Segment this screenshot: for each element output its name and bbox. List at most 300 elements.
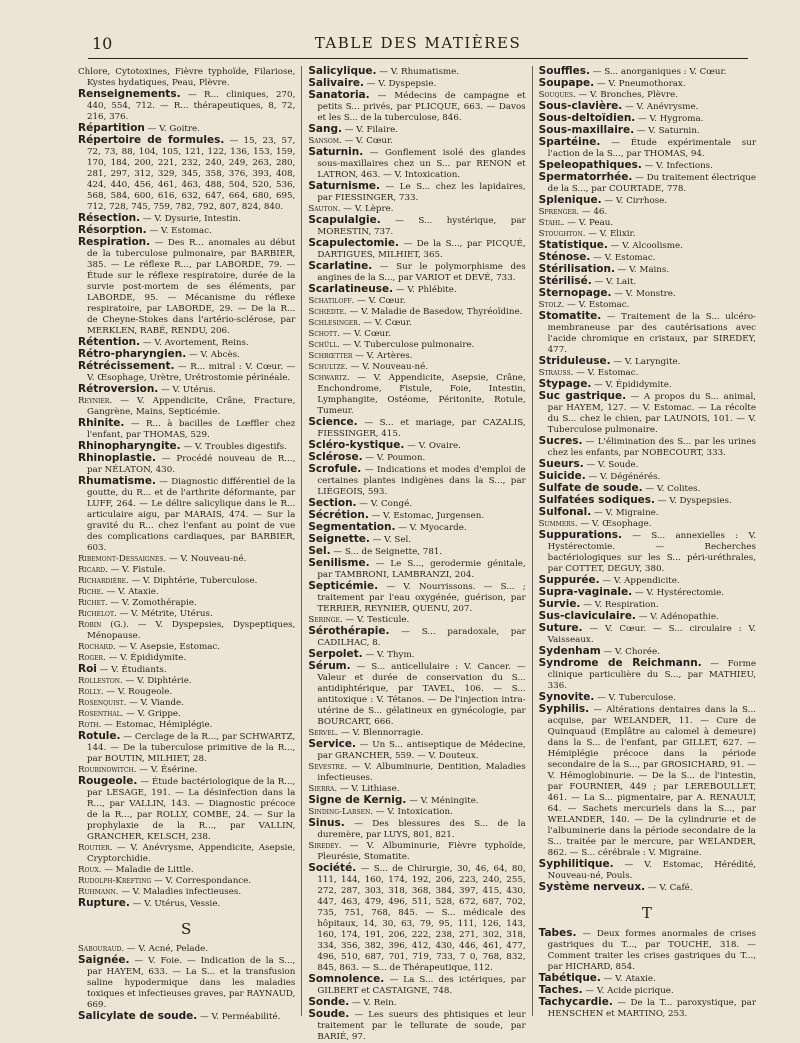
page-header	[88, 34, 748, 59]
index-entry	[78, 453, 295, 476]
entry-keyword: Roi	[78, 663, 97, 675]
entry-text: — Indications et modes d'emploi de certaines plantes indigènes dans la S..., par LIÉGEOIS, 593.	[317, 465, 526, 497]
entry-text: — V. Fistule.	[107, 565, 166, 575]
entry-text: — V. Elixir.	[585, 229, 636, 239]
index-columns	[72, 65, 762, 1042]
entry-author: Routier.	[78, 843, 113, 853]
entry-keyword: Suc gastrique.	[538, 390, 627, 402]
entry-text: — V. Méningite.	[406, 796, 479, 806]
entry-text: — De la S..., par PICQUÉ, DARTIGUES, MILHIET, 365.	[317, 239, 526, 260]
entry-keyword: Supra-vaginale.	[538, 586, 633, 598]
page-title: TABLE DES MATIÈRES	[314, 34, 522, 52]
index-column-2	[302, 65, 532, 1042]
entry-text: — V. Appendicite, Crâne, Fracture, Gangrène, Mains, Septicémie.	[87, 396, 296, 417]
entry-keyword: Septicémie.	[308, 580, 379, 592]
entry-text: — V. Hystérectomie.	[632, 588, 725, 598]
entry-text: — V. Maladie de Basedow, Thyréoïdine.	[346, 307, 523, 317]
entry-keyword: Rhinoplastie.	[78, 452, 157, 464]
entry-author: Rolly.	[78, 687, 104, 697]
entry-keyword: Sérum.	[308, 660, 351, 672]
entry-keyword: Résorption.	[78, 224, 147, 236]
entry-text: — L'élimination des S... par les urines chez les enfants, par NOBECOURT, 333.	[547, 437, 756, 458]
entry-text: — V. Ésérine.	[136, 765, 198, 775]
index-entry	[78, 554, 295, 565]
entry-author: Richet.	[78, 598, 108, 608]
entry-text: — S... hystérique, par MORESTIN, 737.	[317, 216, 526, 237]
index-entry	[78, 66, 295, 89]
entry-keyword: Sel.	[308, 545, 331, 557]
entry-keyword: Somnolence.	[308, 973, 385, 985]
entry-keyword: Sus-claviculaire.	[538, 610, 636, 622]
entry-keyword: Scapulalgie.	[308, 214, 381, 226]
entry-text: — Deux formes anormales de crises gastriques du T..., par TOUCHE, 318. — Comment traiter les crises gastriques du T..., par HICHARD, 854.	[547, 929, 756, 972]
index-entry	[308, 373, 525, 417]
entry-text: — Des blessures des S... de la duremère, par LUYS, 801, 821.	[317, 819, 526, 840]
entry-keyword: Rétroversion.	[78, 383, 159, 395]
entry-author: Sierra.	[308, 784, 338, 794]
entry-author: Servel.	[308, 728, 339, 738]
entry-author: Stoughton.	[538, 229, 586, 239]
entry-text: — V. Estomac.	[573, 368, 639, 378]
entry-keyword: Science.	[308, 416, 358, 428]
entry-text: — V. Thym.	[362, 650, 415, 660]
entry-keyword: Rétrécissement.	[78, 360, 175, 372]
entry-keyword: Taches.	[538, 984, 583, 996]
index-entry	[539, 391, 756, 436]
entry-author: Schwartz.	[308, 373, 350, 383]
index-entry	[539, 530, 756, 575]
index-entry	[308, 581, 525, 615]
entry-text: — 15, 23, 57, 72, 73, 88, 104, 105, 121, 122, 136, 153, 159, 170, 184, 200, 221, 232, 240, 249, 263, 280, 281, 297, 312, 329, 345, 358, 376, 393, 408, 424, 440, 456, 461, 463, 488, 504, 520, 536, 568, 584, 600, 616, 632, 647, 664, 680, 695, 712, 728, 745, 759, 782, 792, 807, 824, 840.	[87, 136, 296, 212]
index-entry	[78, 598, 295, 609]
index-entry	[78, 642, 295, 653]
entry-keyword: Scléro-kystique.	[308, 439, 405, 451]
entry-keyword: Répartition	[78, 122, 145, 134]
entry-keyword: Sang.	[308, 123, 342, 135]
entry-text: — V. Migraine.	[591, 508, 659, 518]
index-entry	[78, 620, 295, 642]
index-entry	[78, 135, 295, 213]
entry-text: — V. Diphtérie.	[122, 676, 192, 686]
entry-text: — V. Pneumothorax.	[594, 79, 686, 89]
entry-text: — V. Anévrysme.	[622, 102, 699, 112]
entry-text: — V. Étudiants.	[96, 665, 167, 675]
entry-keyword: Striduleuse.	[538, 355, 611, 367]
entry-text: — V. Tuberculose.	[594, 693, 676, 703]
entry-keyword: Soupape.	[538, 77, 595, 89]
entry-author: Schrœtter	[308, 351, 353, 361]
index-entry	[78, 1011, 295, 1023]
entry-text: — V. Cœur.	[339, 329, 392, 339]
index-entry	[539, 218, 756, 229]
entry-text: — V. Chorée.	[600, 647, 660, 657]
entry-text: — S... de Chirurgie, 30, 46, 64, 80, 111, 144, 160, 174, 192, 206, 223, 240, 255, 272, 287, 303, 318, 368, 384, 397, 415, 430, 447, 463, 479, 496, 511, 528, 672, 687, 702, 735, 751, 768, 845. — S... médicale des hôpitaux, 14, 30, 63, 79, 95, 111, 126, 143, 160, 174, 191, 206, 222, 238, 271, 302, 318, 334, 356, 382, 396, 412, 430, 446, 461, 477, 496, 510, 687, 701, 719, 733, 7 0, 768, 832, 845, 863. — S... de Thérapeutique, 112.	[317, 864, 526, 973]
entry-text: — V. Perméabilité.	[197, 1012, 281, 1022]
entry-keyword: Suture.	[538, 622, 583, 634]
entry-text: — V. Dysurie, Intestin.	[140, 214, 241, 224]
entry-keyword: Senilisme.	[308, 557, 370, 569]
entry-text: — V. Diphtérie, Tuberculose.	[128, 576, 258, 586]
index-entry	[308, 307, 525, 318]
index-entry	[78, 237, 295, 337]
entry-keyword: Service.	[308, 738, 356, 750]
index-entry	[539, 859, 756, 882]
index-entry	[308, 558, 525, 581]
entry-text: — V. Rhumatisme.	[376, 67, 460, 77]
entry-text: — De la T... paroxystique, par HENSCHEN et MARTINO, 253.	[547, 998, 756, 1019]
index-entry	[308, 340, 525, 351]
index-entry	[78, 576, 295, 587]
section-letter: T	[641, 904, 653, 922]
entry-author: Stahl.	[538, 218, 565, 228]
entry-keyword: Section.	[308, 497, 357, 509]
index-entry	[78, 396, 295, 418]
entry-author: Rosenquist.	[78, 698, 127, 708]
entry-text: — V. Rougeole.	[103, 687, 173, 697]
entry-author: Roux.	[78, 865, 102, 875]
entry-author: Souques.	[538, 90, 576, 100]
entry-author: Riche.	[78, 587, 104, 597]
entry-author: Schüll.	[308, 340, 340, 350]
entry-text: — Médecins de campagne et petits S... privés, par PLICQUE, 663. — Davos et les S... de la tuberculose, 846.	[317, 91, 526, 123]
entry-keyword: Signe de Kernig.	[308, 794, 407, 806]
entry-text: — Gonflement isolé des glandes sous-maxillaires chez un S... par RENON et LATRON, 463. — V. Intoxication.	[317, 148, 526, 180]
entry-keyword: Splenique.	[538, 194, 602, 206]
index-entry	[78, 587, 295, 598]
index-entry	[78, 361, 295, 384]
index-entry	[308, 795, 525, 807]
entry-keyword: Speleopathiques.	[538, 159, 642, 171]
entry-text: — Diagnostic différentiel de la goutte, du R... et de l'arthrite déformante, par LUFF, 264. — Le délire salicylique dans le R... articulaire aigu, par MARAIS, 474. — Sur la gravité du R... chez l'enfant au point de vue des complications cardiaques, par BARBIER, 603.	[87, 477, 296, 553]
index-entry	[539, 658, 756, 692]
entry-text: — S... et mariage, par CAZALIS, FIESSINGER, 415.	[317, 418, 526, 439]
index-entry	[78, 776, 295, 843]
entry-text: — V. Nouveau-né.	[166, 554, 247, 564]
entry-text: — V. Zomothérapie.	[107, 598, 197, 608]
entry-keyword: Saturnisme.	[308, 180, 381, 192]
entry-keyword: Sanatoria.	[308, 89, 370, 101]
entry-text: — V. Avortement, Reins.	[140, 338, 249, 348]
entry-text: — Les sueurs des phtisiques et leur traitement par le tellurate de soude, par BARIÉ, 97.	[317, 1010, 526, 1042]
entry-keyword: Scrofule.	[308, 463, 362, 475]
index-entry	[539, 207, 756, 218]
entry-keyword: Scapulectomie.	[308, 237, 400, 249]
entry-keyword: Saturnin.	[308, 146, 364, 158]
entry-keyword: Scarlatine.	[308, 260, 373, 272]
entry-text: — Altérations dentaires dans la S... acquise, par WELANDER, 11. — Cure de Quinquaud (Emplâtre au calomel à demeure) dans la S... de l'enfant, par GILLET, 627. — Hémiplégie précoce dans la période secondaire de la S..., par GROSICHARD, 91. — V. Hémoglobinurie. — De la S... de l'intestin, par FOURNIER, 449 ; par LEREBOULLET, 461. — La S... pigmentaire, par A. RENAULT, 64. — Sachets mercuriels dans la S..., par WELANDER, 140. — De la cylindrurie et de l'albuminerie dans la période secondaire de la S... traitée par le mercure, par WELANDER, 862. — S... cérébrale : V. Migraine.	[547, 705, 756, 858]
index-entry	[308, 626, 525, 649]
entry-text: — R... à bacilles de Lœffler chez l'enfant, par THOMAS, 529.	[87, 419, 296, 440]
entry-keyword: Syndrome de Reichmann.	[538, 657, 702, 669]
entry-text: — V. Alcoolisme.	[607, 241, 683, 251]
entry-text: — V. Sel.	[369, 535, 411, 545]
entry-text: — V. Nouveau-né.	[347, 362, 429, 372]
entry-keyword: Soude.	[308, 1008, 350, 1020]
entry-text: — V. Filaire.	[341, 125, 399, 135]
entry-text: — Cerclage de la R..., par SCHWARTZ, 144. — De la tuberculose primitive de la R..., par BOUTIN, MILHIET, 28.	[87, 732, 296, 764]
entry-keyword: Société.	[308, 862, 357, 874]
index-entry	[78, 89, 295, 123]
section-letter: S	[181, 920, 193, 938]
entry-keyword: Suppurations.	[538, 529, 623, 541]
entry-keyword: Sternopage.	[538, 287, 612, 299]
index-entry	[78, 653, 295, 664]
entry-text: — V. Rein.	[349, 998, 397, 1008]
index-entry	[78, 676, 295, 687]
entry-keyword: Respiration.	[78, 236, 151, 248]
entry-keyword: Système nerveux.	[538, 881, 646, 893]
entry-text: — V. Grippe.	[123, 709, 181, 719]
entry-keyword: Sténose.	[538, 251, 591, 263]
entry-author: Reynier.	[78, 396, 113, 406]
entry-text: — V. Estomac.	[564, 300, 630, 310]
index-entry	[308, 534, 525, 546]
entry-text: — V. Lithiase.	[337, 784, 400, 794]
entry-keyword: Sulfate de soude.	[538, 482, 643, 494]
index-entry	[539, 288, 756, 300]
entry-text: — V. Peau.	[564, 218, 614, 228]
index-entry	[78, 664, 295, 676]
index-entry	[78, 876, 295, 887]
entry-text: — V. Ataxie.	[103, 587, 159, 597]
entry-text: — S... de Seignette, 781.	[330, 547, 443, 557]
index-entry	[539, 623, 756, 646]
index-column-1	[72, 66, 302, 1022]
index-entry	[78, 609, 295, 620]
entry-text: — V. Cirrhose.	[601, 196, 668, 206]
index-entry	[308, 464, 525, 498]
entry-keyword: Suicide.	[538, 470, 586, 482]
index-entry	[308, 818, 525, 841]
entry-text: — V. Goitre.	[144, 124, 200, 134]
entry-keyword: Sueurs.	[538, 458, 584, 470]
entry-keyword: Sérothérapie.	[308, 625, 390, 637]
entry-keyword: Spermatorrhée.	[538, 171, 633, 183]
entry-text: — V. Appendicite, Asepsie, Crâne, Enchondrome, Fistule, Foie, Intestin, Lymphangite, Ostéome, Péritonite, Rotule, Tumeur.	[317, 373, 526, 416]
entry-text: — V. Épididymite.	[105, 653, 187, 663]
entry-text: — V. Acné, Pelade.	[124, 944, 209, 954]
entry-text: — V. Estomac, Hérédité, Nouveau-né, Pouls.	[547, 860, 756, 881]
entry-author: Seringe.	[308, 615, 343, 625]
index-entry	[539, 882, 756, 894]
entry-keyword: Syphilis.	[538, 703, 590, 715]
entry-keyword: Répertoire de formules.	[78, 134, 225, 146]
entry-keyword: Sécrétion.	[308, 509, 369, 521]
entry-text: — V. Correspondance.	[151, 876, 252, 886]
index-entry	[539, 928, 756, 973]
entry-text: — Procédé nouveau de R..., par NÉLATON, 430.	[87, 454, 296, 475]
entry-keyword: Stypage.	[538, 378, 592, 390]
entry-text: — S... paradoxale, par CADILHAC, 8.	[317, 627, 526, 648]
index-entry	[308, 296, 525, 307]
entry-text: — S... anticellulaire : V. Cancer. — Valeur et durée de conservation du S... antidiphtérique, par TAVEL, 106. — S... antitoxique : V. Tétanos. — De l'injection intra-utérine de S... gélatineux en gynécologie, par BOURCART, 666.	[317, 662, 526, 727]
entry-text: — V. Métrite, Utérus.	[116, 609, 213, 619]
index-entry	[308, 351, 525, 362]
entry-text: — V. Dyspepsie.	[364, 79, 437, 89]
entry-keyword: Sonde.	[308, 996, 350, 1008]
entry-author: Sauton.	[308, 204, 341, 214]
entry-keyword: Sous-deltoïdien.	[538, 112, 636, 124]
entry-keyword: Tabes.	[538, 927, 577, 939]
index-entry	[78, 384, 295, 396]
entry-keyword: Seignette.	[308, 533, 370, 545]
entry-author: Roubinowitch.	[78, 765, 137, 775]
entry-text: — V. Lait.	[591, 277, 637, 287]
entry-keyword: Sous-clavière.	[538, 100, 623, 112]
entry-keyword: Saignée.	[78, 954, 130, 966]
entry-text: — V. Cœur.	[360, 318, 412, 328]
entry-keyword: Survie.	[538, 598, 581, 610]
index-entry	[539, 195, 756, 207]
index-entry	[78, 955, 295, 1011]
entry-keyword: Sinus.	[308, 817, 345, 829]
entry-keyword: Salicylique.	[308, 65, 377, 77]
entry-author: Rolleston.	[78, 676, 123, 686]
index-entry	[308, 863, 525, 974]
index-entry	[308, 362, 525, 373]
entry-text: — V. Intoxication.	[373, 807, 453, 817]
entry-author: Schultze.	[308, 362, 348, 372]
entry-text: — Sur le polymorphisme des angines de la S..., par VARIOT et DEVÉ, 733.	[317, 262, 526, 283]
entry-author: Schott.	[308, 329, 340, 339]
entry-author: Roth.	[78, 720, 102, 730]
entry-author: Roger.	[78, 653, 106, 663]
entry-keyword: Rotule.	[78, 730, 121, 742]
index-entry	[78, 476, 295, 554]
entry-keyword: Salivaire.	[308, 77, 364, 89]
entry-keyword: Suppurée.	[538, 574, 600, 586]
entry-text: — V. Ataxie.	[600, 974, 656, 984]
entry-text: — 46.	[579, 207, 608, 217]
entry-text: — Forme clinique particulière du S..., par MATHIEU, 336.	[547, 659, 756, 691]
entry-keyword: Sulfatées sodiques.	[538, 494, 656, 506]
entry-text: — V. Café.	[645, 883, 693, 893]
entry-author: Robin (G.).	[78, 620, 129, 630]
index-entry	[78, 731, 295, 765]
entry-text: — V. Ovaire.	[404, 441, 461, 451]
entry-keyword: Salicylate de soude.	[78, 1010, 198, 1022]
entry-author: Siredey.	[308, 841, 342, 851]
index-entry	[308, 181, 525, 204]
index-entry	[78, 698, 295, 709]
entry-text: — V. Anévrysme, Appendicite, Asepsie, Cryptorchidie.	[87, 843, 296, 864]
entry-author: Schlesinger.	[308, 318, 361, 328]
entry-author: Schœdte.	[308, 307, 347, 317]
entry-keyword: Sulfonal.	[538, 506, 592, 518]
entry-text: — V. Congé.	[356, 499, 412, 509]
entry-text: — S... annexielles : V. Hystérectomie. — Recherches bactériologiques sur les S... péri-uréthrales, par COTTET, DEGUY, 380.	[547, 531, 756, 574]
index-entry	[78, 865, 295, 876]
entry-text: — V. Testicule.	[342, 615, 410, 625]
entry-keyword: Sclérose.	[308, 451, 363, 463]
entry-author: Richelot.	[78, 609, 117, 619]
entry-author: Sevestre.	[308, 762, 348, 772]
entry-author: Rudolph-Krefting	[78, 876, 152, 886]
entry-keyword: Rétention.	[78, 336, 141, 348]
entry-text: — Le S... chez les lapidaires, par FIESSINGER, 733.	[317, 182, 526, 203]
entry-keyword: Rhumatisme.	[78, 475, 156, 487]
entry-text: — V. Acide picrique.	[582, 986, 674, 996]
index-entry	[539, 997, 756, 1020]
entry-author: Sinding-Larsen.	[308, 807, 373, 817]
entry-text: — Traitement de la S... ulcéro-membraneuse par des cautérisations avec l'acide chromique en cristaux, par SIREDEY, 477.	[547, 312, 756, 355]
index-entry	[539, 137, 756, 160]
entry-text: — S... anorganiques : V. Cœur.	[590, 67, 727, 77]
entry-text: — A propos du S... animal, par HAYEM, 127. — V. Estomac. — La récolte du S... chez le chien, par LAUNOIS, 101. — V. Tuberculose pulmonaire.	[547, 392, 756, 435]
entry-keyword: Rhinopharyngite.	[78, 440, 181, 452]
index-entry	[78, 843, 295, 865]
entry-text: — V. Utérus, Vessie.	[129, 899, 221, 909]
index-entry	[78, 709, 295, 720]
entry-keyword: Stérilisé.	[538, 275, 592, 287]
entry-author: Stolz.	[538, 300, 565, 310]
index-column-3	[533, 65, 762, 1019]
entry-text: — V. Mains.	[614, 265, 670, 275]
entry-author: Ribemont-Dessaignes.	[78, 554, 167, 564]
entry-text: — V. Troubles digestifs.	[180, 442, 287, 452]
index-entry	[308, 661, 525, 728]
entry-text: — V. Saturnin.	[634, 126, 700, 136]
index-entry	[308, 762, 525, 784]
index-entry	[539, 436, 756, 459]
entry-text: — V. Dyspepsies.	[655, 496, 732, 506]
entry-author: Sprenger.	[538, 207, 580, 217]
entry-author: Rochard.	[78, 642, 116, 652]
entry-text: — V. Monstre.	[611, 289, 676, 299]
entry-text: — V. Blennorragie.	[338, 728, 424, 738]
entry-text: — V. Appendicite.	[599, 576, 680, 586]
entry-keyword: Scarlatineuse.	[308, 283, 394, 295]
page-number: 10	[92, 34, 113, 53]
index-entry	[78, 418, 295, 441]
entry-text: — V. Phlébite.	[393, 285, 457, 295]
entry-keyword: Synovite.	[538, 691, 595, 703]
entry-keyword: Stomatite.	[538, 310, 602, 322]
entry-author: Sabouraud.	[78, 944, 125, 954]
index-entry	[308, 284, 525, 296]
entry-text: — V. Soude.	[583, 460, 639, 470]
index-entry	[78, 565, 295, 576]
entry-keyword: Rupture.	[78, 897, 130, 909]
entry-text: Chlore, Cytotoxines, Fièvre typhoïde, Filariose, Kystes hydatiques, Peau, Plèvre.	[78, 67, 296, 88]
index-entry	[539, 311, 756, 356]
entry-text: — V. Utérus.	[158, 385, 216, 395]
index-entry	[308, 841, 525, 863]
index-entry	[539, 78, 756, 90]
index-entry	[308, 329, 525, 340]
entry-text: — V. Bronches, Plèvre.	[575, 90, 678, 100]
entry-text: — V. Viande.	[126, 698, 184, 708]
index-entry	[308, 90, 525, 124]
entry-keyword: Tabétique.	[538, 972, 601, 984]
entry-text: — V. Asepsie, Estomac.	[115, 642, 220, 652]
entry-text: — V. Colites.	[642, 484, 701, 494]
entry-keyword: Sydenham	[538, 645, 601, 657]
entry-text: — R... cliniques, 270, 440, 554, 712. — R... thérapeutiques, 8, 72, 216, 376.	[87, 90, 296, 122]
entry-text: — V. Estomac.	[590, 253, 656, 263]
entry-keyword: Rétro-pharyngien.	[78, 348, 187, 360]
entry-text: — V. Adénopathie.	[635, 612, 719, 622]
entry-text: — V. Estomac.	[146, 226, 212, 236]
entry-text: — Estomac, Hémiplégie.	[101, 720, 213, 730]
entry-keyword: Résection.	[78, 212, 141, 224]
entry-text: — V. Poumon.	[362, 453, 426, 463]
index-entry	[308, 215, 525, 238]
entry-text: — V. Albuminurie, Fièvre typhoïde, Pleurésie, Stomatite.	[317, 841, 526, 862]
entry-text: — La S... des ictériques, par GILBERT et CASTAIGNE, 748.	[317, 975, 526, 996]
index-entry	[308, 318, 525, 329]
entry-keyword: Syphilitique.	[538, 858, 614, 870]
